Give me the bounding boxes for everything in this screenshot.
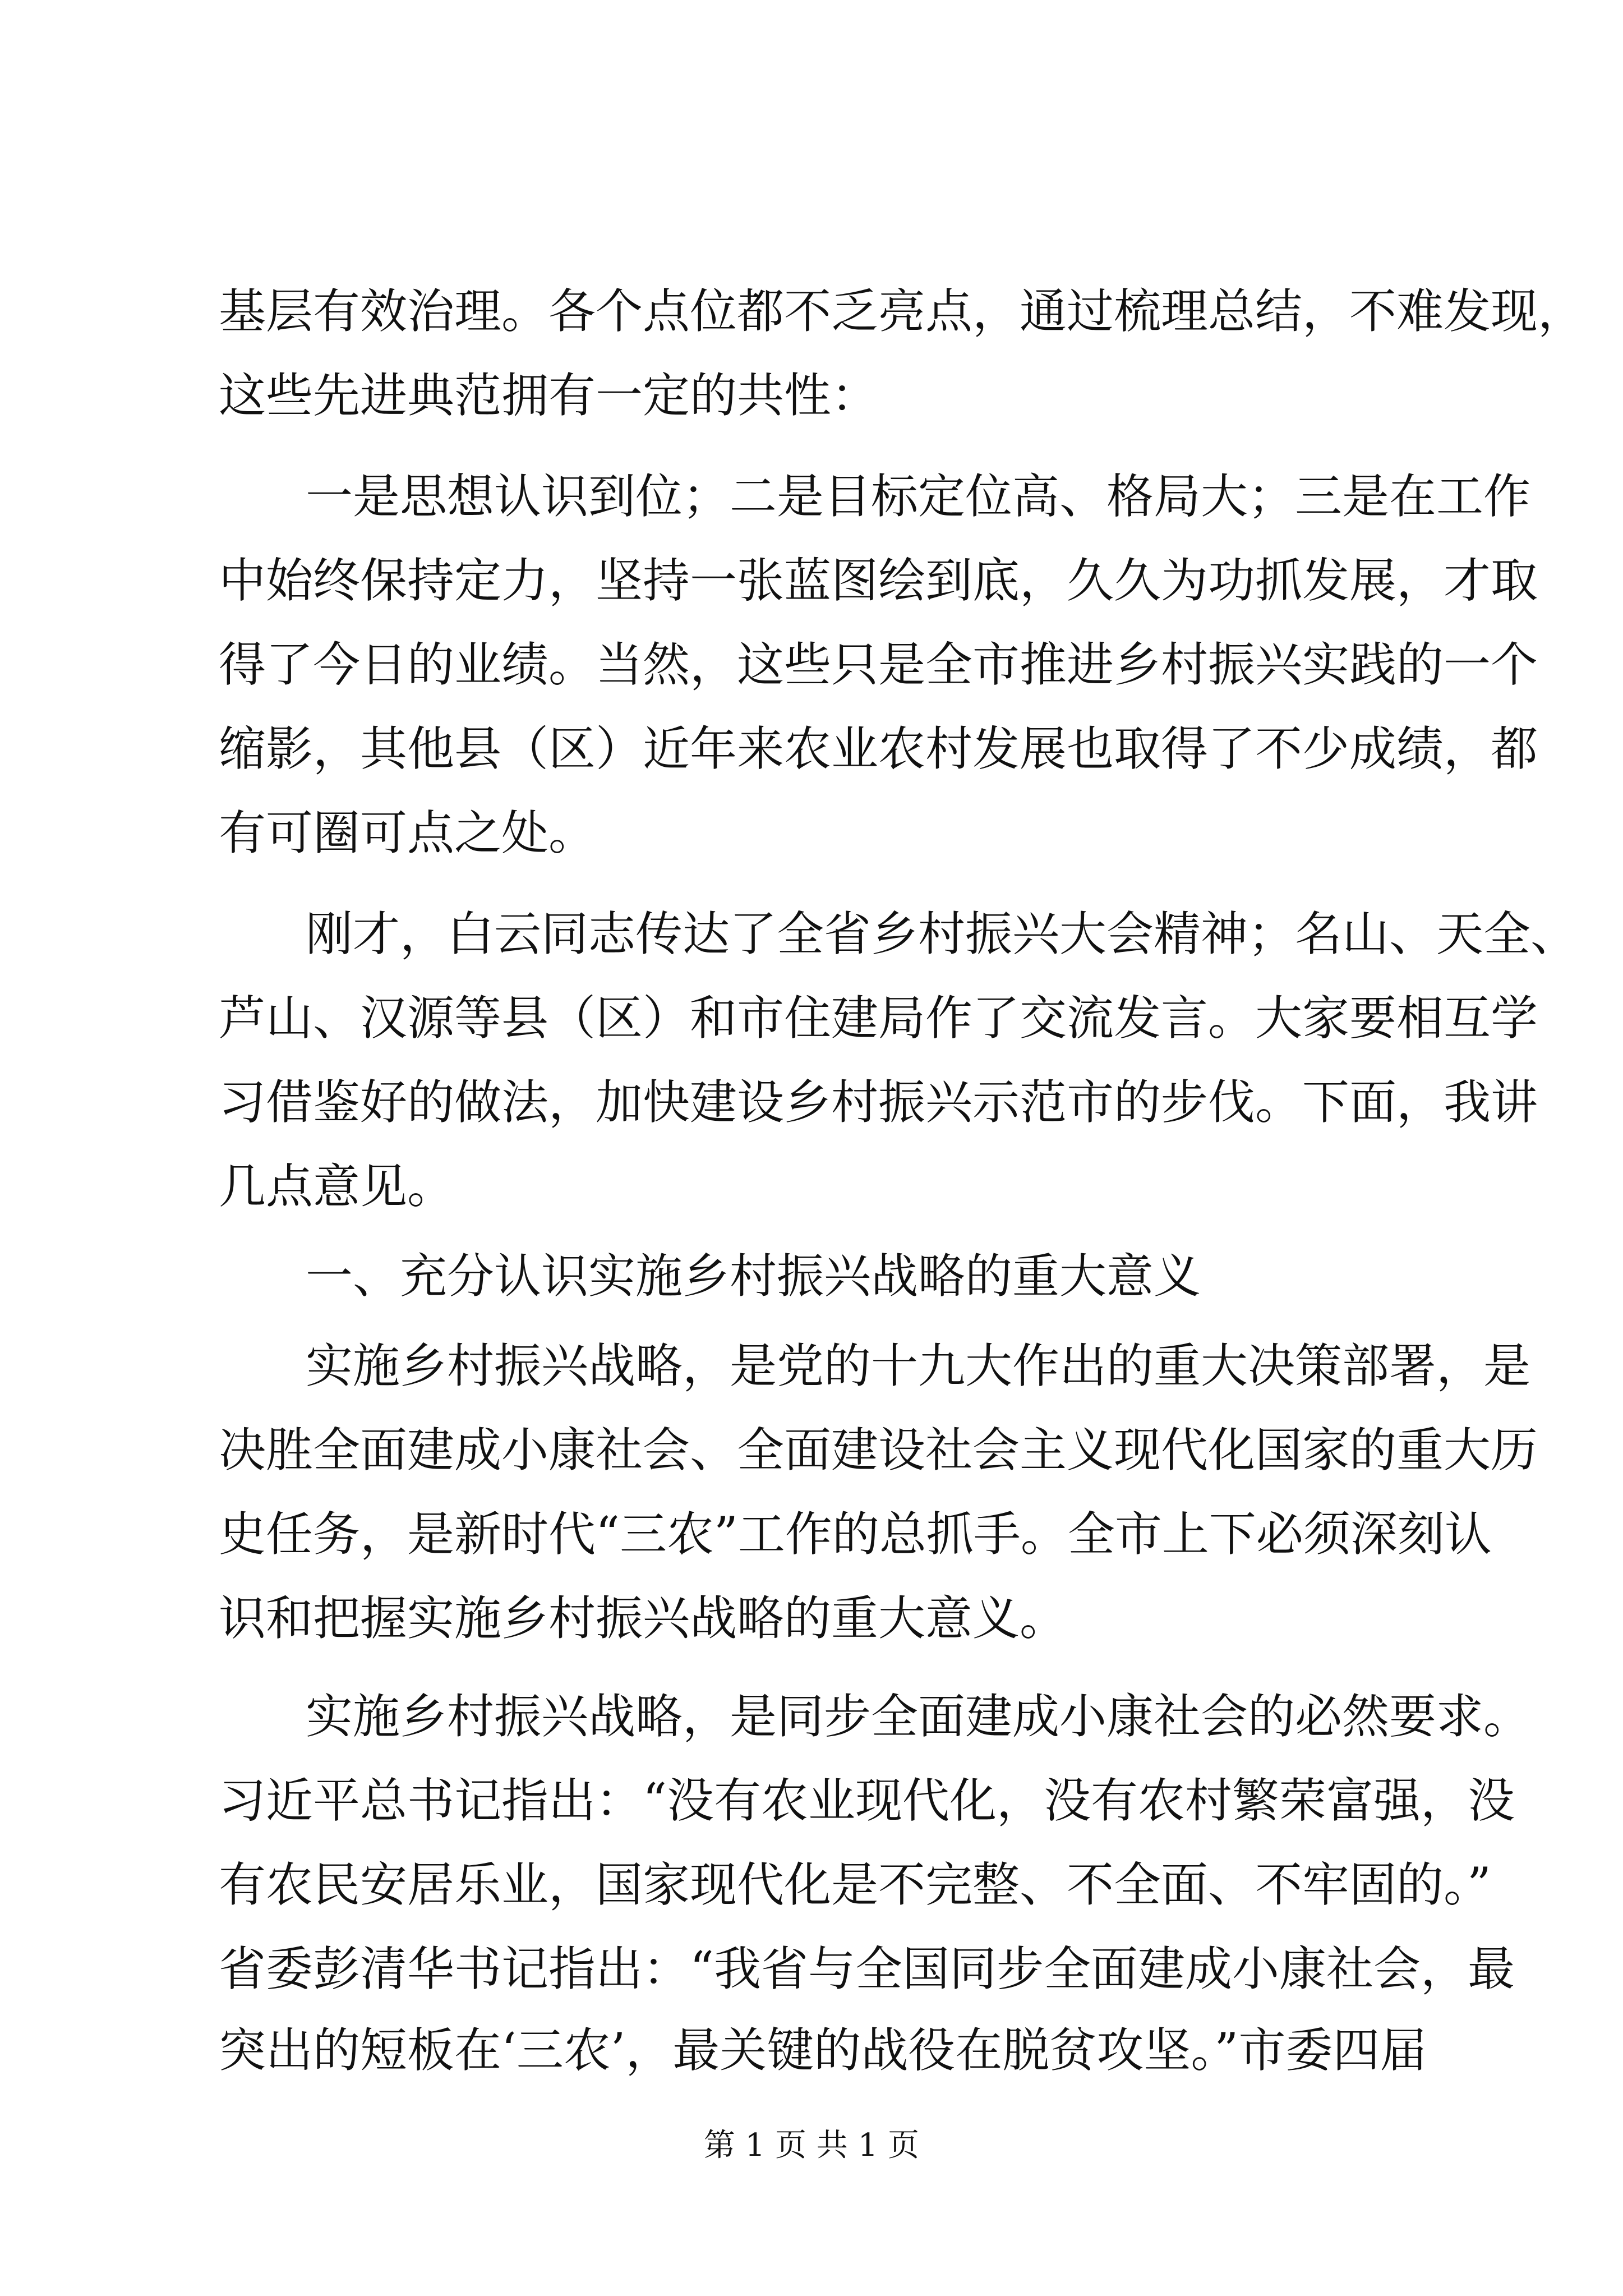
body-line-4: 中始终保持定力，坚持一张蓝图绘到底，久久为功抓发展，才取 xyxy=(219,553,1538,608)
body-line-11: 几点意见。 xyxy=(219,1159,455,1214)
body-line-3: 一是思想认识到位；二是目标定位高、格局大；三是在工作 xyxy=(306,469,1531,524)
body-line-5: 得了今日的业绩。当然，这些只是全市推进乡村振兴实践的一个 xyxy=(219,637,1538,692)
body-line-8: 刚才，白云同志传达了全省乡村振兴大会精神；名山、天全、 xyxy=(306,907,1578,961)
body-line-9: 芦山、汉源等县（区）和市住建局作了交流发言。大家要相互学 xyxy=(219,991,1538,1046)
body-line-17: 实施乡村振兴战略，是同步全面建成小康社会的必然要求。 xyxy=(306,1689,1531,1744)
body-line-20: 省委彭清华书记指出：“我省与全国同步全面建成小康社会，最 xyxy=(219,1941,1515,1996)
body-line-16: 识和把握实施乡村振兴战略的重大意义。 xyxy=(219,1591,1067,1646)
section-heading: 一、充分认识实施乡村振兴战略的重大意义 xyxy=(306,1249,1201,1304)
body-line-21: 突出的短板在‘三农’，最关键的战役在脱贫攻坚。”市委四届 xyxy=(219,2023,1427,2078)
body-line-19: 有农民安居乐业，国家现代化是不完整、不全面、不牢固的。” xyxy=(219,1857,1491,1912)
body-line-10: 习借鉴好的做法，加快建设乡村振兴示范市的步伐。下面，我讲 xyxy=(219,1075,1538,1130)
body-line-18: 习近平总书记指出：“没有农业现代化，没有农村繁荣富强，没 xyxy=(219,1773,1515,1828)
body-line-7: 有可圈可点之处。 xyxy=(219,806,596,861)
page-footer: 第 1 页 共 1 页 xyxy=(703,2127,920,2164)
body-line-2: 这些先进典范拥有一定的共性： xyxy=(219,368,879,423)
body-line-15: 史任务，是新时代“三农”工作的总抓手。全市上下必须深刻认 xyxy=(219,1507,1492,1562)
body-line-1: 基层有效治理。各个点位都不乏亮点，通过梳理总结，不难发现， xyxy=(219,284,1585,339)
body-line-13: 实施乡村振兴战略，是党的十九大作出的重大决策部署，是 xyxy=(306,1338,1531,1393)
body-line-6: 缩影，其他县（区）近年来农业农村发展也取得了不少成绩，都 xyxy=(219,721,1538,776)
body-line-14: 决胜全面建成小康社会、全面建设社会主义现代化国家的重大历 xyxy=(219,1423,1538,1478)
